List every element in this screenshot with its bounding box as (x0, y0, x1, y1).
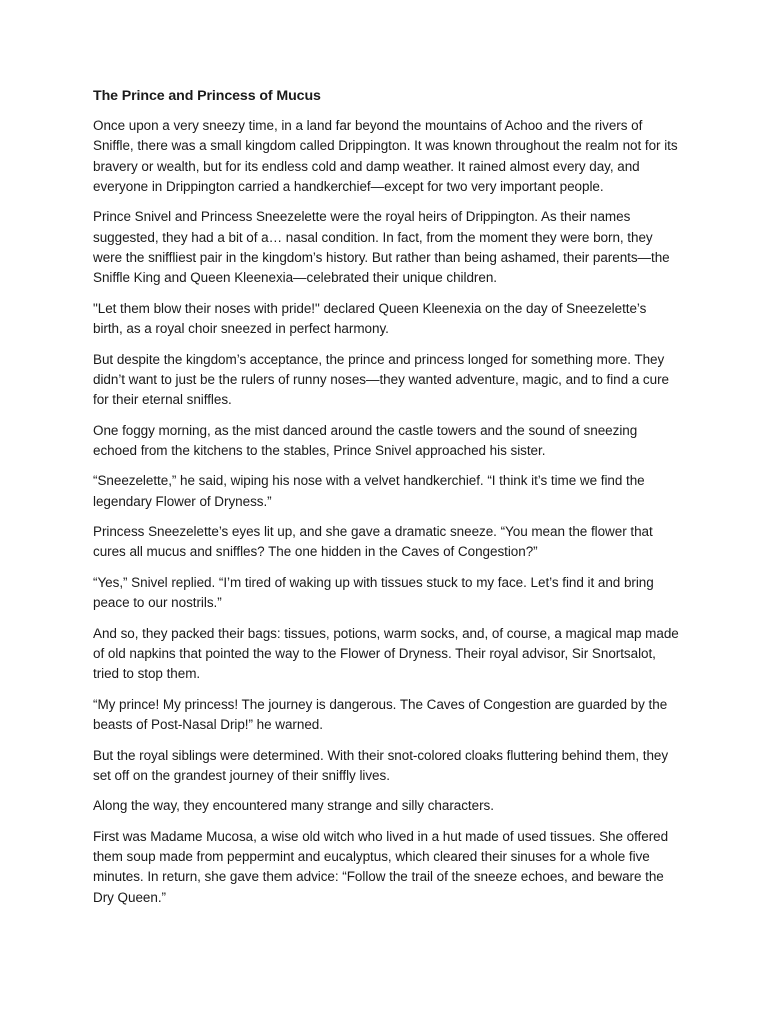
paragraph: Along the way, they encountered many strange and silly characters. (93, 798, 494, 814)
paragraph: Once upon a very sneezy time, in a land far beyond the mountains of Achoo and the rivers of Sniffle, there was a small kingdom called Drippington. It was known throughout the realm not for its bravery or wealth, but for its endless cold and damp weather. It rained almost every day, and everyone in Drippington carried a handkerchief—except for two very important people. (93, 118, 678, 194)
paragraph: But the royal siblings were determined. With their snot-colored cloaks fluttering behind them, they set off on the grandest journey of their sniffly lives. (93, 747, 669, 783)
paragraph: “My prince! My princess! The journey is dangerous. The Caves of Congestion are guarded by the beasts of Post-Nasal Drip!” he warned. (93, 696, 668, 733)
document-body (93, 86, 679, 918)
paragraph: “Yes,” Snivel replied. “I’m tired of waking up with tissues stuck to my face. Let’s find it and bring peace to our nostrils.” (93, 574, 654, 611)
paragraph: "Let them blow their noses with pride!" declared Queen Kleenexia on the day of Sneezelette’s birth, as a royal choir sneezed in perfect harmony. (93, 300, 647, 337)
paragraph: Princess Sneezelette’s eyes lit up, and she gave a dramatic sneeze. “You mean the flower that cures all mucus and sniffles? The one hidden in the Caves of Congestion?” (93, 524, 653, 560)
paragraph: One foggy morning, as the mist danced around the castle towers and the sound of sneezing echoed from the kitchens to the stables, Prince Snivel approached his sister. (93, 422, 638, 458)
document-title: The Prince and Princess of Mucus (93, 88, 321, 104)
paragraph: But despite the kingdom’s acceptance, the prince and princess longed for something more. They didn’t want to just be the rulers of runny noses—they wanted adventure, magic, and to find a cure for their eternal sniffles. (93, 351, 669, 408)
paragraph: Prince Snivel and Princess Sneezelette were the royal heirs of Drippington. As their names suggested, they had a bit of a… nasal condition. In fact, from the moment they were born, they were the sniffliest pair in the kingdom’s history. But rather than being ashamed, their parents—the Sniffle King and Queen Kleenexia—celebrated their unique children. (93, 209, 670, 286)
paragraph: And so, they packed their bags: tissues, potions, warm socks, and, of course, a magical map made of old napkins that pointed the way to the Flower of Dryness. Their royal advisor, Sir Snortsalot, tried to stop them. (93, 625, 679, 682)
paragraph: First was Madame Mucosa, a wise old witch who lived in a hut made of used tissues. She offered them soup made from peppermint and eucalyptus, which cleared their sinuses for a whole five minutes. In return, she gave them advice: “Follow the trail of the sneeze echoes, and beware the Dry Queen.” (93, 828, 669, 905)
paragraph: “Sneezelette,” he said, wiping his nose with a velvet handkerchief. “I think it’s time we find the legendary Flower of Dryness.” (93, 473, 645, 509)
